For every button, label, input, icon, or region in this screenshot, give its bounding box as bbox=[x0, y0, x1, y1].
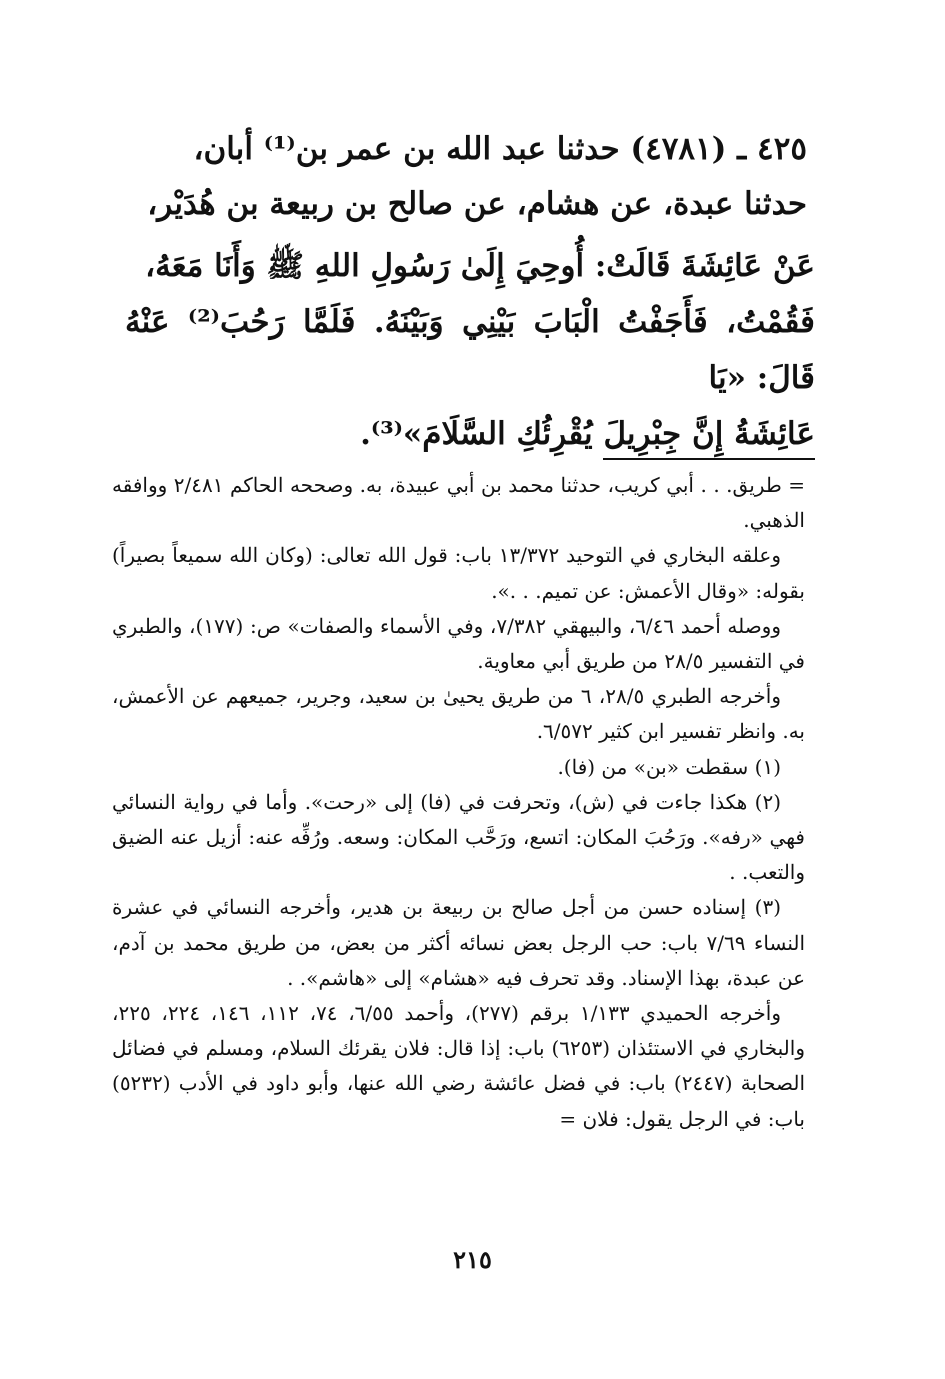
footnote-tabari: وأخرجه الطبري ٢٨/٥، ٦ من طريق يحيىٰ بن سعيد، وجرير، جميعهم عن الأعمش، به. وانظر تفسير ابن كثير ٦/٥٧٢. bbox=[112, 684, 805, 744]
hadith-matn bbox=[125, 238, 815, 462]
page-number: ٢١٥ bbox=[453, 1245, 492, 1274]
footnote-bukhari: وعلقه البخاري في التوحيد ١٣/٣٧٢ باب: قول الله تعالى: (وكان الله سميعاً بصيراً) بقوله: «وقال الأعمش: عن تميم. . .». bbox=[112, 543, 805, 603]
footnote-3-continued: وأخرجه الحميدي ١/١٣٣ برقم (٢٧٧)، وأحمد ٦/٥٥، ٧٤، ١١٢، ١٤٦، ٢٢٤، ٢٢٥، والبخاري في الاستئذان (٦٢٥٣) باب: إذا قال: فلان يقرئك السلام، ومسلم في فضائل الصحابة (٢٤٤٧) باب: في فضل عائشة رضي الله عنها، وأبو داود في الأدب (٥٢٣٢) باب: في الرجل يقول: فلان = bbox=[112, 1001, 806, 1131]
footnotes bbox=[112, 468, 805, 1137]
footnote-separator bbox=[603, 458, 815, 460]
isnad-line-2: حدثنا عبدة، عن هشام، عن صالح بن ربيعة بن هُدَيْر، bbox=[147, 186, 807, 222]
matn-line-3: عَائِشَةُ إِنَّ جِبْرِيلَ يُقْرِئُكِ السَّلَامَ»⁽³⁾. bbox=[360, 416, 815, 452]
footnote-2: (٢) هكذا جاءت في (ش)، وتحرفت في (فا) إلى «رحت». وأما في رواية النسائي فهي «رفه». ورَحُبَ المكان: اتسع، ورَحَّب المكان: وسعه. ورُفِّه عنه: أزيل عنه الضيق والتعب. . bbox=[112, 789, 805, 885]
hadith-isnad bbox=[130, 122, 807, 232]
footnote-carry-over: = طريق. . . أبي كريب، حدثنا محمد بن أبي عبيدة، به. وصححه الحاكم ٢/٤٨١ ووافقه الذهبي. bbox=[112, 473, 805, 533]
matn-line-2: فَقُمْتُ، فَأَجَفْتُ الْبَابَ بَيْنِي وَبَيْنَهُ. فَلَمَّا رَحُبَ⁽²⁾ عَنْهُ قَالَ: «يَا bbox=[125, 304, 815, 396]
isnad-line-1: ٤٢٥ ـ (٤٧٨١) حدثنا عبد الله بن عمر بن⁽¹⁾ أبان، bbox=[193, 131, 807, 167]
footnote-wasalahu: ووصله أحمد ٦/٤٦، والبيهقي ٧/٣٨٢، وفي الأسماء والصفات» ص: (١٧٧)، والطبري في التفسير ٢٨/٥ من طريق أبي معاوية. bbox=[112, 613, 805, 674]
footnote-1: (١) سقطت «بن» من (فا). bbox=[557, 754, 781, 779]
matn-line-1: عَنْ عَائِشَةَ قَالَتْ: أُوحِيَ إِلَىٰ رَسُولِ اللهِ ﷺ وَأَنَا مَعَهُ، bbox=[145, 248, 815, 284]
footnote-3: (٣) إسناده حسن من أجل صالح بن ربيعة بن هدير، وأخرجه النسائي في عشرة النساء ٧/٦٩ باب: حب الرجل بعض نسائه أكثر من بعض، من طريق محمد بن آدم، عن عبدة، بهذا الإسناد. وقد تحرف فيه «هشام» إلى «هاشم». . bbox=[112, 895, 806, 990]
